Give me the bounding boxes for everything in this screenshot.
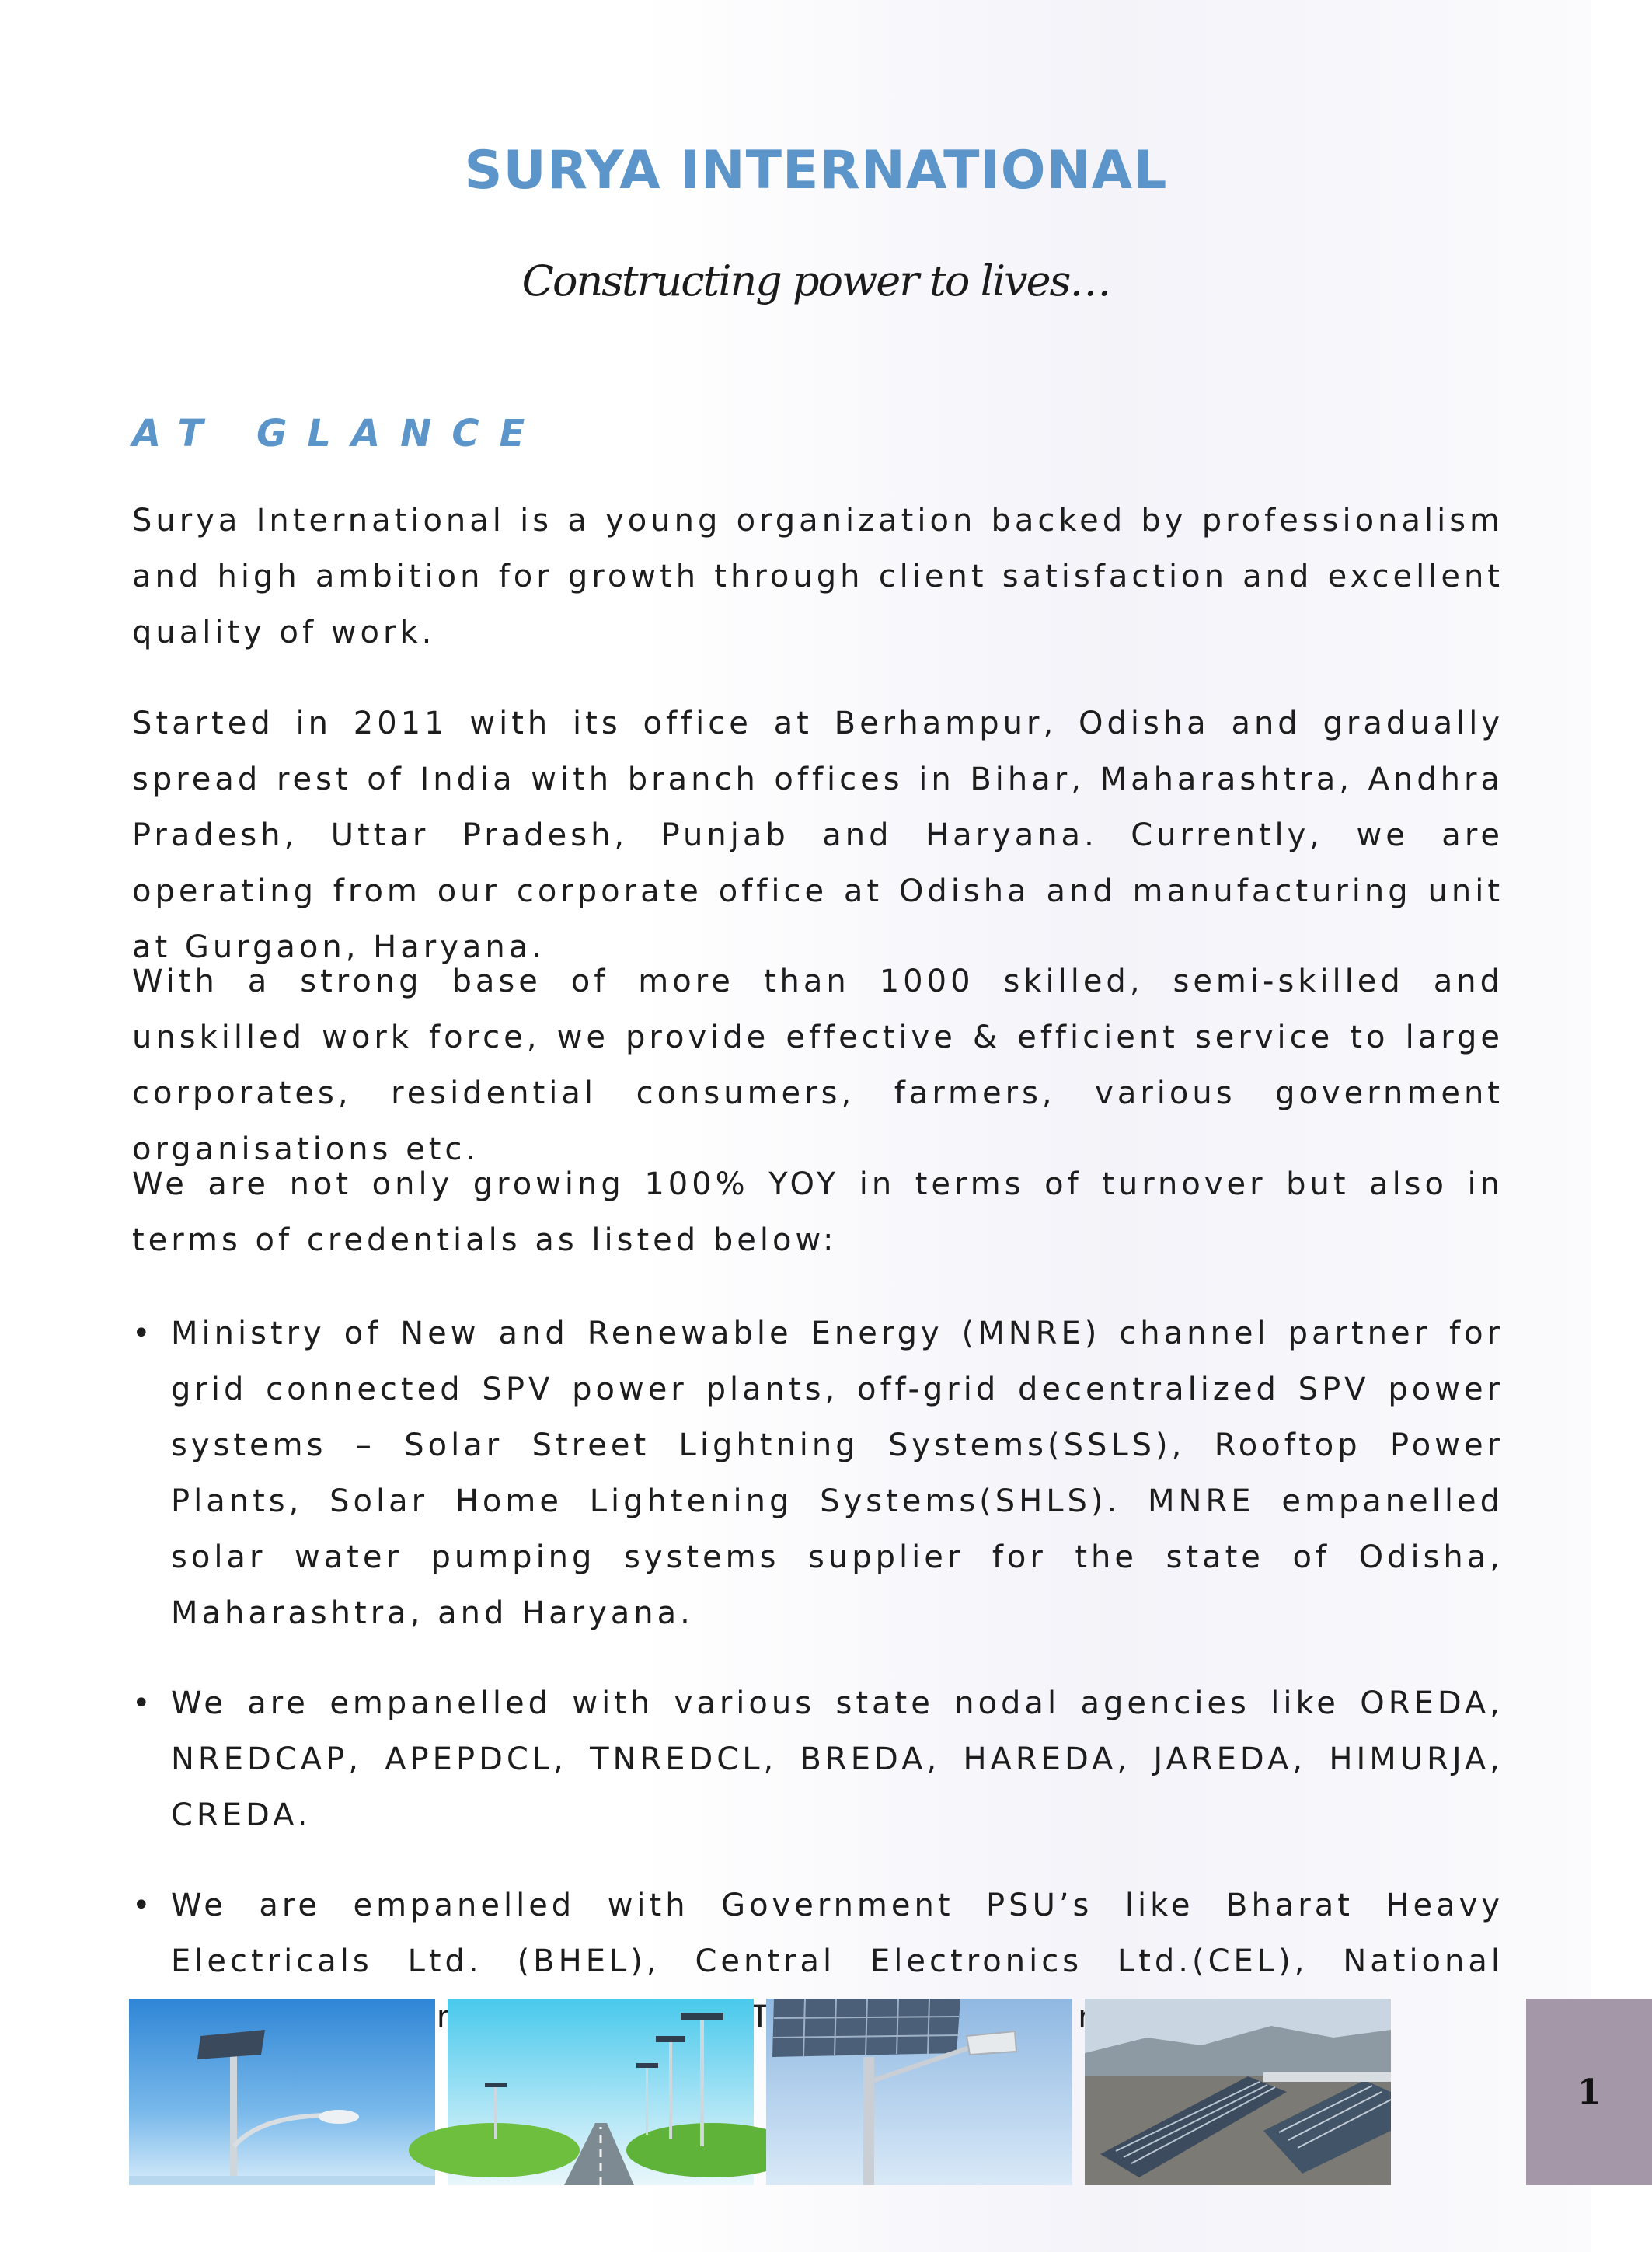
page-number: 1 [1577,2072,1601,2112]
page-title: SURYA INTERNATIONAL [464,140,1168,201]
list-item [132,1675,1504,1843]
list-item-text: We are empanelled with Government PSU’s like Bharat Heavy Electricals Ltd. (BHEL), Central Electronics Ltd.(CEL), National [171,1888,1504,1979]
solar-panel-lamp-photo [766,1999,1072,2185]
paragraph-workforce: With a strong base of more than 1000 skilled, semi-skilled and unskilled work force, we provide effective & efficient service to large corporates, residential consumers, farmers, various government organisations etc. [132,964,1504,1167]
paragraph-history: Started in 2011 with its office at Berhampur, Odisha and gradually spread rest of India with branch offices in Bihar, Maharashtra, Andhra Pradesh, Uttar Pradesh, Punjab and Haryana. Currently, we are operating from our corporate office at Odisha and manufacturing unit at Gurgaon, Haryana. [132,706,1504,965]
section-heading: AT GLANCE [132,412,545,455]
paragraph-growth: We are not only growing 100% YOY in terms of turnover but also in terms of credentials as listed below: [132,1166,1504,1258]
solar-road-lights-photo [448,1999,754,2185]
credentials-list [132,1306,1504,2079]
solar-water-heater-photo [1085,1999,1391,2185]
page-number-box [1526,1999,1652,2185]
bullet-icon: • [132,1888,155,1923]
list-item [132,1306,1504,1641]
solar-street-light-photo [129,1999,435,2185]
bullet-icon: • [132,1686,155,1721]
bullet-icon: • [132,1316,155,1351]
list-item-text: Ministry of New and Renewable Energy (MNRE) channel partner for grid connected SPV power plants, off-grid decentralized SPV power systems – Solar Street Lightning Systems(SSLS), Rooftop Power Plants, Solar Home Lightening Systems(SHLS). MNRE empanelled solar water pumping systems supplier for the state of Odisha, Maharashtra, and Haryana. [171,1316,1504,1631]
footer-image-strip [129,1999,1601,2185]
list-item-text: We are empanelled with various state nodal agencies like OREDA, NREDCAP, APEPDCL, TNREDCL, BREDA, HAREDA, JAREDA, HIMURJA, CREDA. [171,1686,1504,1833]
tagline: Constructing power to lives… [521,256,1110,305]
paragraph-intro: Surya International is a young organization backed by professionalism and high ambition for growth through client satisfaction and excellent quality of work. [132,503,1504,650]
